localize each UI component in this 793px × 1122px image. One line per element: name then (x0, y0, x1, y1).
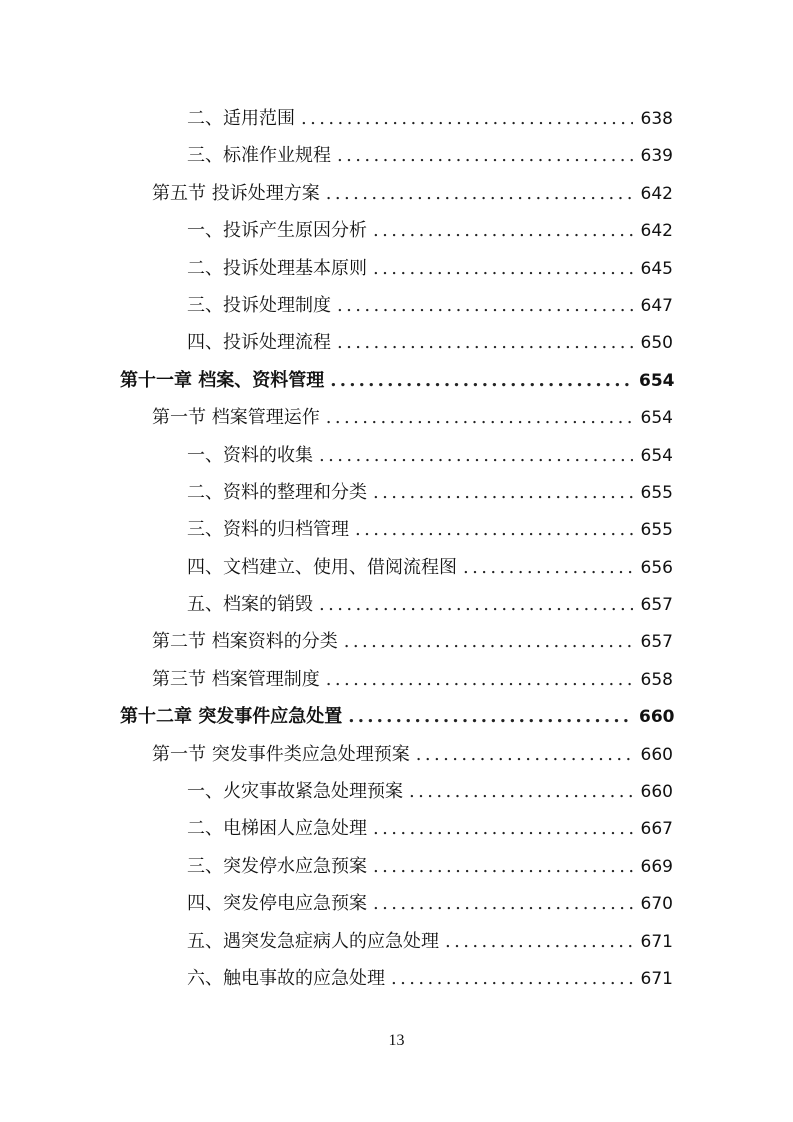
toc-entry (0, 287, 793, 324)
toc-entry-page: 647 (640, 295, 673, 316)
toc-section-entry (0, 175, 793, 212)
toc-entry (0, 885, 793, 922)
toc-entry-title: 第二节 档案资料的分类 (152, 631, 338, 653)
toc-leader-dots (326, 399, 633, 436)
toc-entry-title: 四、文档建立、使用、借阅流程图 (187, 556, 457, 578)
toc-entry-title: 四、突发停电应急预案 (187, 893, 367, 915)
toc-leader-dots (348, 698, 633, 735)
toc-entry (0, 848, 793, 885)
toc-leader-dots (373, 474, 633, 511)
toc-entry (0, 250, 793, 287)
toc-leader-dots (391, 960, 633, 997)
toc-entry-page: 667 (640, 819, 673, 840)
toc-entry (0, 810, 793, 847)
toc-section-entry (0, 661, 793, 698)
toc-entry-title: 第一节 突发事件类应急处理预案 (152, 743, 410, 765)
toc-section-entry (0, 736, 793, 773)
toc-entry-page: 670 (640, 894, 673, 915)
toc-leader-dots (344, 623, 633, 660)
toc-leader-dots (409, 773, 633, 810)
toc-entry (0, 960, 793, 997)
toc-entry (0, 137, 793, 174)
toc-leader-dots (337, 324, 633, 361)
toc-entry-title: 五、档案的销毁 (187, 594, 313, 616)
toc-leader-dots (337, 137, 633, 174)
toc-chapter-entry (0, 362, 793, 399)
toc-entry-title: 第五节 投诉处理方案 (152, 182, 320, 204)
toc-chapter-entry (0, 698, 793, 735)
toc-leader-dots (373, 810, 633, 847)
toc-entry-title: 三、标准作业规程 (187, 145, 331, 167)
toc-entry-title: 二、资料的整理和分类 (187, 481, 367, 503)
toc-entry-title: 四、投诉处理流程 (187, 332, 331, 354)
toc-entry-title: 第一节 档案管理运作 (152, 407, 320, 429)
toc-entry-page: 656 (640, 557, 673, 578)
toc-entry (0, 549, 793, 586)
toc-entry-page: 657 (640, 595, 673, 616)
toc-entry-page: 654 (639, 370, 675, 391)
toc-entry-title: 六、触电事故的应急处理 (187, 967, 385, 989)
toc-entry-page: 650 (640, 333, 673, 354)
toc-entry-page: 655 (640, 482, 673, 503)
toc-leader-dots (373, 212, 633, 249)
toc-leader-dots (326, 661, 633, 698)
toc-leader-dots (330, 362, 633, 399)
toc-entry-title: 一、资料的收集 (187, 444, 313, 466)
toc-leader-dots (373, 250, 633, 287)
toc-entry-page: 657 (640, 632, 673, 653)
toc-entry-title: 二、电梯困人应急处理 (187, 818, 367, 840)
toc-entry-title: 一、火灾事故紧急处理预案 (187, 781, 403, 803)
toc-leader-dots (416, 736, 633, 773)
toc-leader-dots (326, 175, 633, 212)
table-of-contents (0, 100, 793, 997)
toc-entry-title: 五、遇突发急症病人的应急处理 (187, 930, 439, 952)
toc-entry-title: 三、资料的归档管理 (187, 519, 349, 541)
toc-entry-title: 第十一章 档案、资料管理 (120, 369, 325, 391)
toc-entry-page: 669 (640, 856, 673, 877)
toc-entry (0, 773, 793, 810)
toc-entry-title: 第三节 档案管理制度 (152, 668, 320, 690)
toc-entry-page: 654 (640, 445, 673, 466)
toc-entry-page: 639 (640, 146, 673, 167)
toc-entry-page: 671 (640, 931, 673, 952)
toc-entry-page: 642 (640, 221, 673, 242)
toc-entry (0, 586, 793, 623)
toc-leader-dots (373, 848, 633, 885)
toc-leader-dots (337, 287, 633, 324)
toc-entry-page: 655 (640, 520, 673, 541)
toc-leader-dots (373, 885, 633, 922)
toc-leader-dots (445, 923, 633, 960)
toc-entry (0, 437, 793, 474)
toc-entry-title: 二、投诉处理基本原则 (187, 257, 367, 279)
toc-leader-dots (463, 549, 633, 586)
page-number: 13 (388, 1032, 405, 1049)
toc-entry-title: 一、投诉产生原因分析 (187, 220, 367, 242)
toc-entry-title: 二、适用范围 (187, 108, 295, 129)
toc-entry-page: 660 (640, 744, 673, 765)
toc-section-entry (0, 399, 793, 436)
toc-leader-dots (319, 586, 633, 623)
toc-entry-page: 638 (640, 109, 673, 129)
toc-entry-page: 654 (640, 408, 673, 429)
toc-entry-page: 645 (640, 258, 673, 279)
toc-entry-title: 三、突发停水应急预案 (187, 855, 367, 877)
toc-entry (0, 100, 793, 137)
toc-entry (0, 923, 793, 960)
toc-entry-title: 三、投诉处理制度 (187, 294, 331, 316)
toc-leader-dots (319, 437, 633, 474)
toc-leader-dots (355, 511, 633, 548)
toc-entry (0, 324, 793, 361)
toc-entry-page: 660 (640, 782, 673, 803)
toc-entry (0, 474, 793, 511)
toc-entry-page: 660 (639, 707, 675, 728)
toc-entry-page: 671 (640, 968, 673, 989)
toc-entry-title: 第十二章 突发事件应急处置 (120, 706, 343, 728)
toc-entry (0, 212, 793, 249)
toc-leader-dots (301, 100, 633, 137)
toc-entry-page: 642 (640, 183, 673, 204)
toc-entry-page: 658 (640, 669, 673, 690)
toc-section-entry (0, 623, 793, 660)
toc-entry (0, 511, 793, 548)
